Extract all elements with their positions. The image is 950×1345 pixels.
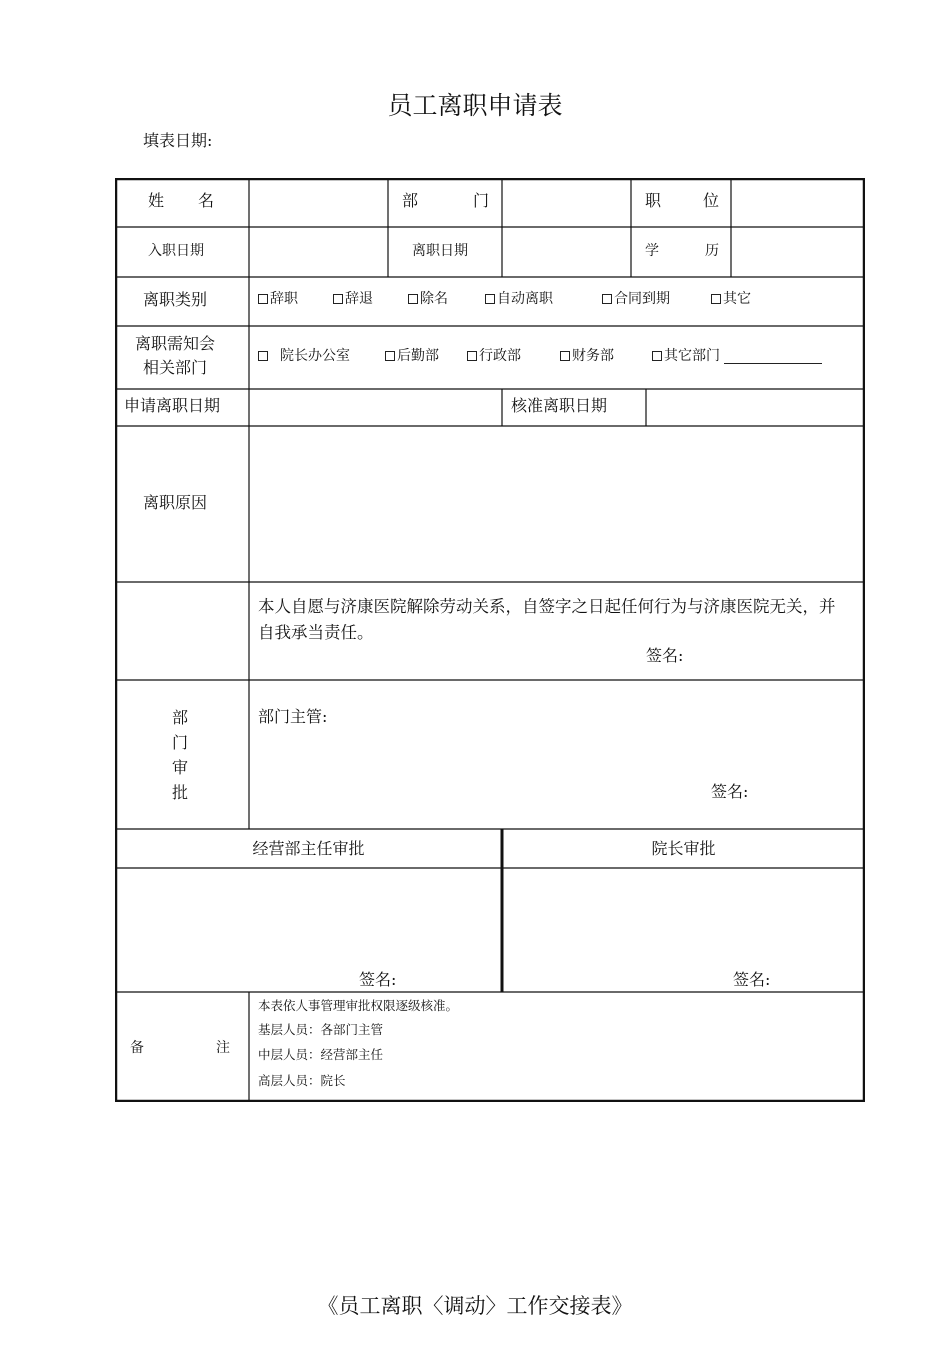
category-option-self-quit[interactable]: 自动离职 xyxy=(485,289,553,309)
handover-form-title: 《员工离职〈调动〉工作交接表》 xyxy=(317,1294,633,1318)
checkbox-icon[interactable] xyxy=(602,294,612,304)
checkbox-icon[interactable] xyxy=(258,351,268,361)
remarks-line-1: 本表依人事管理审批权限逐级核准。 xyxy=(258,998,459,1013)
checkbox-icon[interactable] xyxy=(467,351,477,361)
checkbox-icon[interactable] xyxy=(408,294,418,304)
remarks-line-4: 高层人员：院长 xyxy=(258,1073,346,1088)
category-option-dismissed[interactable]: 辞退 xyxy=(333,289,373,309)
notify-label-line1: 离职需知会 xyxy=(135,334,216,353)
notify-option-admin[interactable]: 行政部 xyxy=(467,346,521,366)
approved-date-label: 核准离职日期 xyxy=(511,396,608,415)
checkbox-icon[interactable] xyxy=(485,294,495,304)
ops-approval-label: 经营部主任审批 xyxy=(252,839,365,858)
dept-approval-char-4: 批 xyxy=(171,783,188,802)
category-option-other[interactable]: 其它 xyxy=(711,289,751,309)
dept-signature-label: 签名: xyxy=(711,782,749,801)
fill-date-label: 填表日期: xyxy=(143,131,213,150)
name-label: 姓 名 xyxy=(148,191,214,210)
position-label: 职 位 xyxy=(645,191,719,210)
notify-option-president-office[interactable]: 院长办公室 xyxy=(258,346,350,366)
checkbox-icon[interactable] xyxy=(652,351,662,361)
ops-signature-label: 签名: xyxy=(359,970,397,989)
checkbox-icon[interactable] xyxy=(258,294,268,304)
president-approval-label: 院长审批 xyxy=(651,839,716,858)
checkbox-icon[interactable] xyxy=(560,351,570,361)
dept-manager-label: 部门主管: xyxy=(258,707,328,726)
category-option-contract-expired[interactable]: 合同到期 xyxy=(602,289,670,309)
leave-date-label: 离职日期 xyxy=(412,243,468,259)
category-label: 离职类别 xyxy=(143,290,208,309)
category-option-resign[interactable]: 辞职 xyxy=(258,289,298,309)
education-label: 学 历 xyxy=(645,243,719,259)
checkbox-icon[interactable] xyxy=(385,351,395,361)
dept-approval-char-2: 门 xyxy=(171,733,188,752)
notify-option-other[interactable]: 其它部门 xyxy=(652,346,822,366)
resignation-form-table xyxy=(115,178,865,1102)
president-signature-label: 签名: xyxy=(733,970,771,989)
statement-signature-label: 签名: xyxy=(646,646,684,665)
other-dept-fill-line[interactable] xyxy=(724,349,822,364)
hire-date-label: 入职日期 xyxy=(148,243,204,259)
apply-date-label: 申请离职日期 xyxy=(124,396,221,415)
dept-approval-char-3: 审 xyxy=(171,758,188,777)
notify-option-logistics[interactable]: 后勤部 xyxy=(385,346,439,366)
reason-label: 离职原因 xyxy=(143,493,208,512)
checkbox-icon[interactable] xyxy=(711,294,721,304)
checkbox-icon[interactable] xyxy=(333,294,343,304)
notify-label-line2: 相关部门 xyxy=(143,358,208,377)
notify-option-finance[interactable]: 财务部 xyxy=(560,346,614,366)
dept-approval-char-1: 部 xyxy=(171,708,188,727)
department-label: 部 门 xyxy=(402,191,489,210)
form-title: 员工离职申请表 xyxy=(387,91,563,120)
remarks-line-3: 中层人员：经营部主任 xyxy=(258,1047,384,1062)
remarks-line-2: 基层人员：各部门主管 xyxy=(258,1022,384,1037)
category-option-expelled[interactable]: 除名 xyxy=(408,289,448,309)
resignation-statement: 本人自愿与济康医院解除劳动关系，自签字之日起任何行为与济康医院无关，并自我承当责任。 xyxy=(258,597,836,642)
remarks-label: 备 注 xyxy=(130,1040,230,1056)
